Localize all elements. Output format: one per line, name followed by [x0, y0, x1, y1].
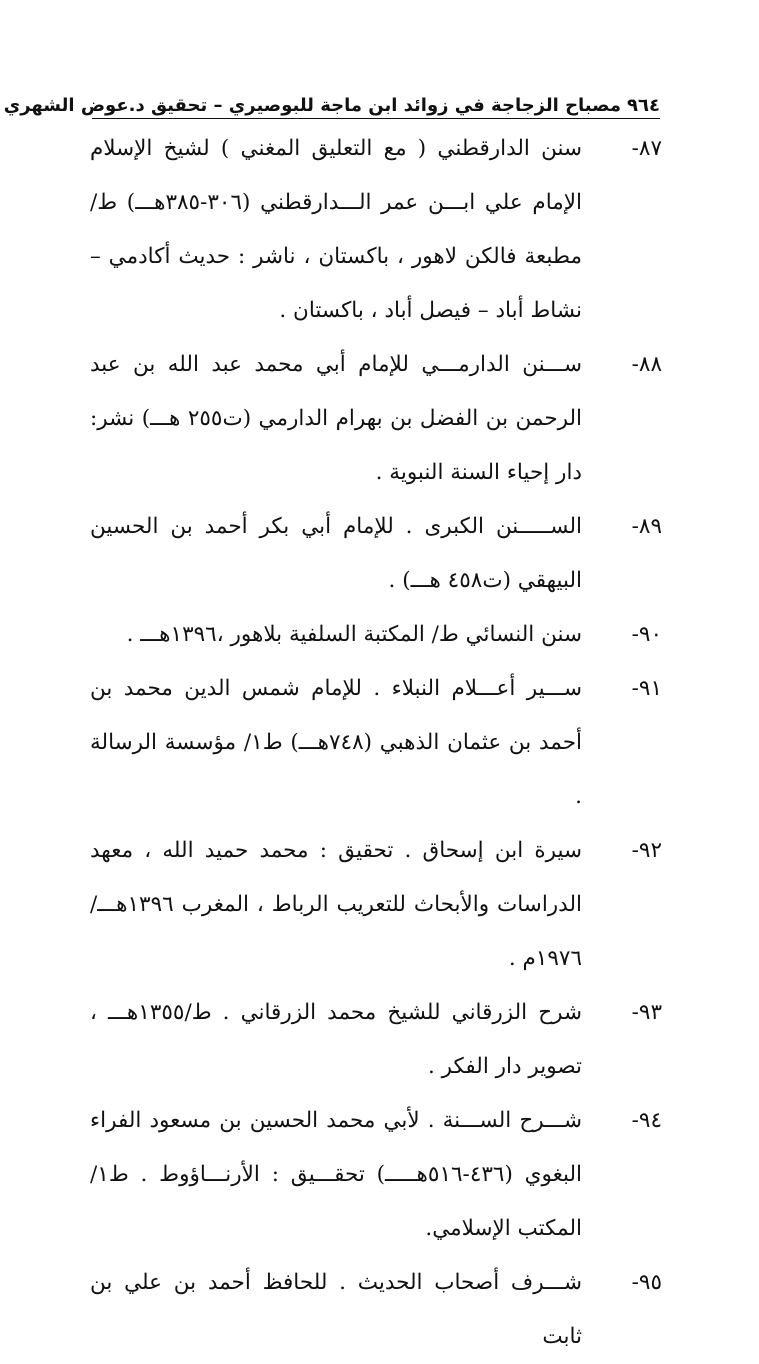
bibliography-entry	[90, 500, 662, 608]
entry-text: ســـير أعـــلام النبلاء . للإمام شمس الدين محمد بن أحمد بن عثمان الذهبي (٧٤٨هـــ) ط١/ مؤسسة الرسالة .	[90, 676, 582, 809]
entry-text: شـــرح الســـنة . لأبي محمد الحسين بن مسعود الفراء البغوي (٤٣٦-٥١٦هـــــ) تحقـــيق : الأرنـــاؤوط . ط١/المكتب الإسلامي.	[90, 1108, 583, 1241]
bibliography-entry	[90, 662, 662, 824]
entry-number: ٩١-	[631, 676, 662, 701]
entry-number: ٩٤-	[631, 1108, 662, 1133]
entry-number: ٨٧-	[631, 136, 662, 161]
entry-text: الســـــنن الكبرى . للإمام أبي بكر أحمد بن الحسين البيهقي (ت٤٥٨ هـــ) .	[90, 514, 582, 593]
bibliography-entry	[90, 1256, 662, 1364]
bibliography-list	[90, 122, 662, 1364]
bibliography-entry	[90, 986, 662, 1094]
bibliography-entry	[90, 824, 662, 986]
page-number: ٩٦٤	[627, 95, 660, 116]
entry-number: ٩٢-	[631, 838, 662, 863]
entry-number: ٨٨-	[631, 352, 662, 377]
entry-text: ســـنن الدارمـــي للإمام أبي محمد عبد الله بن عبد الرحمن بن الفضل بن بهرام الدارمي (ت٢٥٥ هـــ) نشر: دار إحياء السنة النبوية .	[90, 352, 582, 485]
bibliography-entry	[90, 608, 662, 662]
entry-text: سنن النسائي ط/ المكتبة السلفية بلاهور ،١٣٩٦هـــ .	[126, 622, 582, 647]
entry-text: شـــرف أصحاب الحديث . للحافظ أحمد بن علي بن ثابت	[90, 1270, 582, 1349]
entry-text: سيرة ابن إسحاق . تحقيق : محمد حميد الله ، معهد الدراسات والأبحاث للتعريب الرباط ، المغرب ١٣٩٦هـــ/١٩٧٦م .	[90, 838, 582, 971]
header-title: مصباح الزجاجة في زوائد ابن ماجة للبوصيري – تحقيق د.عوض الشهري	[3, 95, 622, 116]
bibliography-entry	[90, 338, 662, 500]
bibliography-entry	[90, 122, 662, 338]
bibliography-entry	[90, 1094, 662, 1256]
entry-text: سنن الدارقطني ( مع التعليق المغني ) لشيخ الإسلام الإمام علي ابـــن عمر الـــدارقطني (٣٠٦-٣٨٥هـــ) ط/ مطبعة فالكن لاهور ، باكستان ، ناشر : حديث أكادمي – نشاط أباد – فيصل أباد ، باكستان .	[90, 136, 582, 323]
entry-number: ٩٠-	[631, 622, 662, 647]
entry-text: شرح الزرقاني للشيخ محمد الزرقاني . ط/١٣٥٥هـــ ، تصوير دار الفكر .	[90, 1000, 582, 1079]
entry-number: ٩٥-	[631, 1270, 662, 1295]
running-header	[3, 86, 660, 119]
entry-number: ٩٣-	[631, 1000, 662, 1025]
entry-number: ٨٩-	[631, 514, 662, 539]
